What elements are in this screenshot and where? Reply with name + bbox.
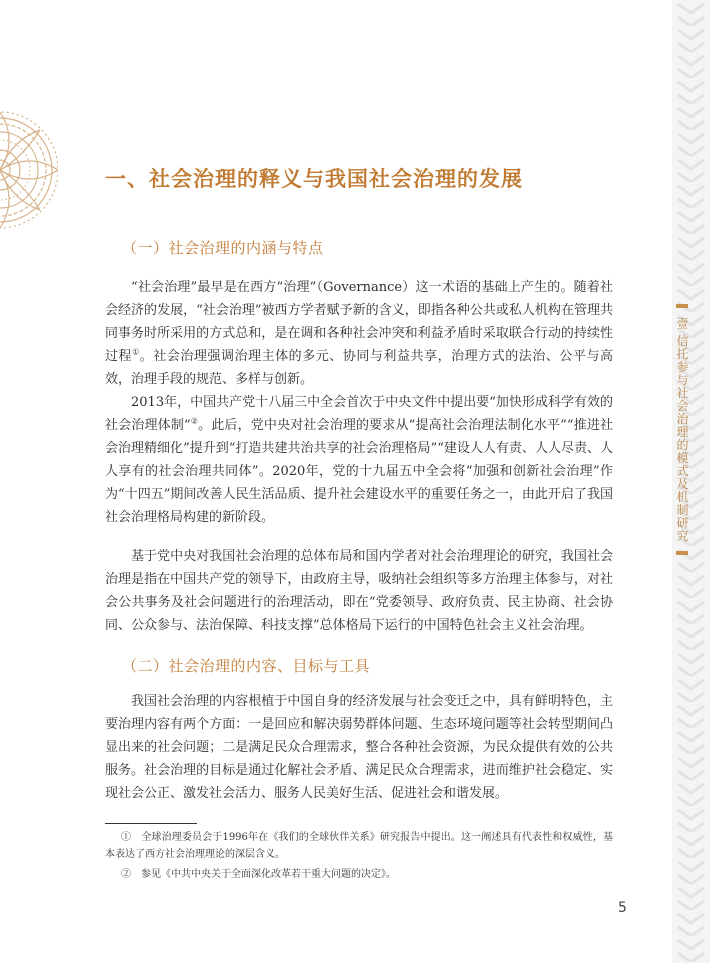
paragraph-4: 我国社会治理的内容根植于中国自身的经济发展与社会变迁之中，具有鲜明特色，主要治理内容有两个方面：一是回应和解决弱势群体问题、生态环境问题等社会转型期间凸显出来的社会问题；二是满足民众合理需求，整合各种社会资源，为民众提供有效的公共服务。社会治理的目标是通过化解社会矛盾、满足民众合理需求，进而维护社会稳定、实现社会公正、激发社会活力、服务人民美好生活、促进社会和谐发展。 [105, 694, 613, 801]
tab-bracket-top [676, 304, 688, 308]
footnote-1 [105, 829, 613, 863]
footnote-2-mark: ② [121, 869, 131, 880]
footnote-divider [105, 823, 197, 824]
chapter-number: 壹 [675, 316, 689, 330]
paragraph-2 [105, 391, 613, 529]
footnote-1-text: 全球治理委员会于1996年在《我们的全球伙伴关系》研究报告中提出。这一阐述具有代表性和权威性，基本表达了西方社会治理理论的深层含义。 [105, 832, 614, 860]
footnote-ref-1[interactable]: ① [132, 347, 140, 357]
paragraph-2-text: 2013年，中国共产党十八届三中全会首次于中央文件中提出要“加快形成科学有效的社会治理体制” [105, 395, 613, 433]
chapter-side-label: 信托参与社会治理的模式及机制研究 [675, 334, 689, 543]
footnote-2 [105, 866, 613, 883]
ornament-medallion [0, 100, 58, 240]
section-title-2: （二）社会治理的内容、目标与工具 [122, 657, 371, 675]
chapter-side-tab [672, 300, 692, 559]
page-number: 5 [618, 900, 627, 916]
paragraph-1 [105, 276, 613, 391]
section-title-1: （一）社会治理的内涵与特点 [122, 239, 324, 257]
paragraph-2-text-cont: 。此后，党中央对社会治理的要求从“提高社会治理法制化水平”“推进社会治理精细化”提升到“打造共建共治共享的社会治理格局”“建设人人有责、人人尽责、人人享有的社会治理共同体”。2020年，党的十九届五中全会将“加强和创新社会治理”作为“十四五”期间改善人民生活品质、提升社会建设水平的重要任务之一，由此开启了我国社会治理格局构建的新阶段。 [105, 418, 613, 525]
paragraph-1-text: “社会治理”最早是在西方“治理”（Governance）这一术语的基础上产生的。随着社会经济的发展，“社会治理”被西方学者赋予新的含义，即指各种公共或私人机构在管理共同事务时所采用的方式总和，是在调和各种社会冲突和利益矛盾时采取联合行动的持续性过程 [105, 280, 613, 364]
paragraph-1-text-cont: 。社会治理强调治理主体的多元、协同与利益共享，治理方式的法治、公平与高效，治理手段的规范、多样与创新。 [105, 349, 613, 387]
paragraph-3: 基于党中央对我国社会治理的总体布局和国内学者对社会治理理论的研究，我国社会治理是指在中国共产党的领导下，由政府主导，吸纳社会组织等多方治理主体参与，对社会公共事务及社会问题进行的治理活动，即在“党委领导、政府负责、民主协商、社会协同、公众参与、法治保障、科技支撑”总体格局下运行的中国特色社会主义社会治理。 [105, 549, 613, 633]
footnote-ref-2[interactable]: ② [190, 416, 199, 426]
tab-bracket-bottom [676, 551, 688, 555]
chapter-title: 一、社会治理的释义与我国社会治理的发展 [105, 167, 523, 191]
footnote-1-mark: ① [121, 832, 132, 843]
footnote-2-text: 参见《中共中央关于全面深化改革若干重大问题的决定》。 [141, 869, 396, 880]
